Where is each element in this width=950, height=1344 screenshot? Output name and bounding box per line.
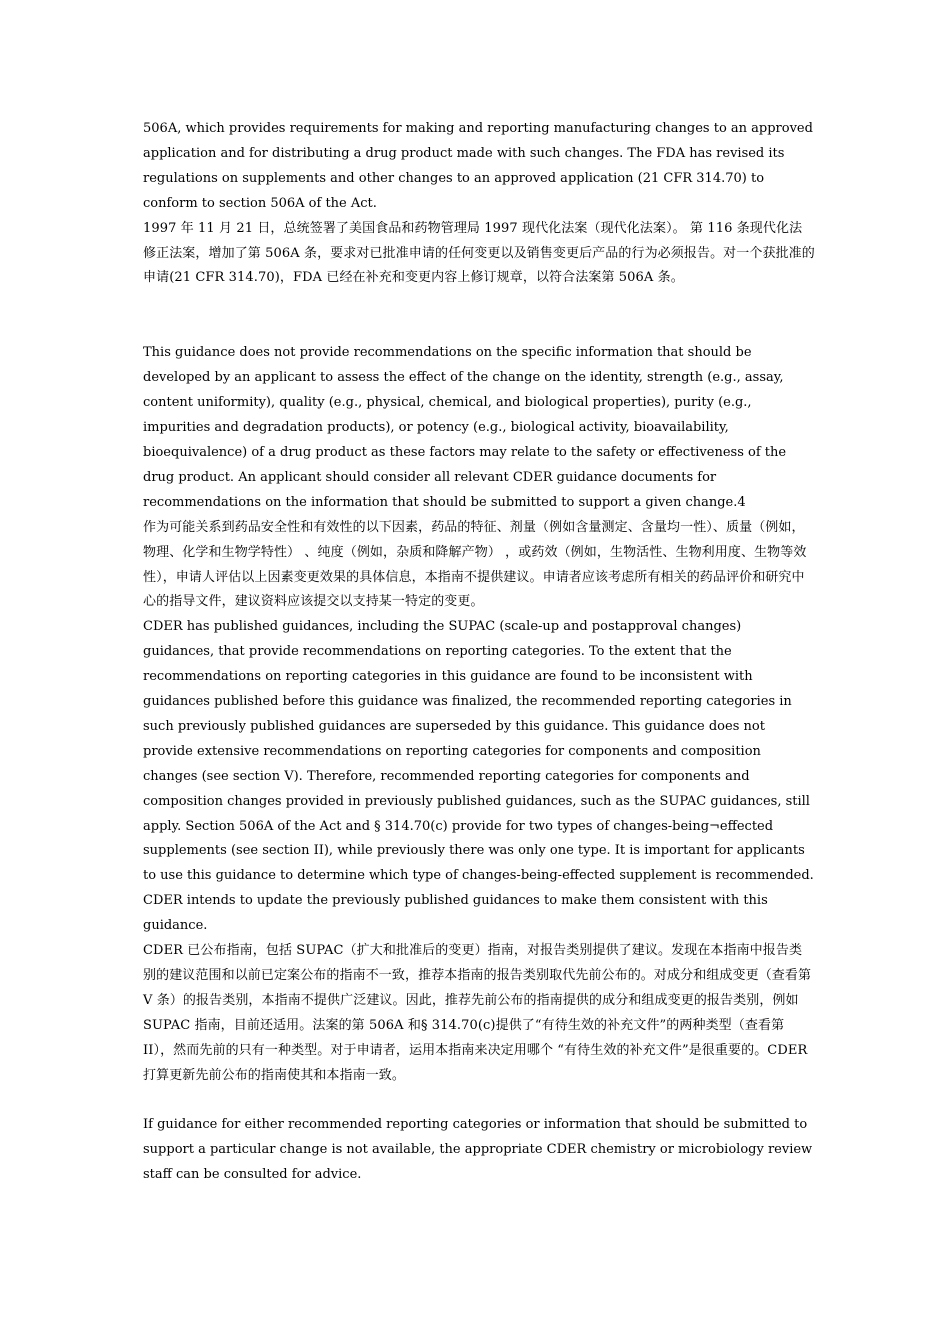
- paragraph-en-scope-limitations: This guidance does not provide recommendations on the specific information that should be developed by an applicant to assess the effect of the change on the identity, strength (e.g., assay, content uniformity), quality (e.g., physical, chemical, and biological properties), purity (e.g., impurities and degradation products), or potency (e.g., biological activity, bioavailability, bioequivalence) of a drug product as these factors may relate to the safety or effectiveness of the drug product. An applicant should consider all relevant CDER guidance documents for recommendations on the information that should be submitted to support a given change.4: [143, 345, 787, 510]
- paragraph-en-506a-intro: 506A, which provides requirements for making and reporting manufacturing changes to an approved application and for distributing a drug product made with such changes. The FDA has revised its regulations on supplements and other changes to an approved application (21 CFR 314.70) to conform to section 506A of the Act.: [143, 121, 813, 211]
- document-body: [143, 117, 815, 1188]
- paragraph-zh-supac-guidances: CDER 已公布指南，包括 SUPAC（扩大和批准后的变更）指南，对报告类别提供了建议。发现在本指南中报告类别的建议范围和以前已定案公布的指南不一致，推荐本指南的报告类别取代先前公布的。对成分和组成变更（查看第 V 条）的报告类别，本指南不提供广泛建议。因此，推荐先前公布的指南提供的成分和组成变更的报告类别，例如 SUPAC 指南，目前还适用。法案的第 506A 和§ 314.70(c)提供了“有待生效的补充文件”的两种类型（查看第 II），然而先前的只有一种类型。对于申请者，运用本指南来决定用哪个 “有待生效的补充文件”是很重要的。CDER 打算更新先前公布的指南使其和本指南一致。: [143, 943, 812, 1083]
- paragraph-en-consult-staff: If guidance for either recommended reporting categories or information that should be submitted to support a particular change is not available, the appropriate CDER chemistry or microbiology review staff can be consulted for advice.: [143, 1117, 813, 1183]
- paragraph-zh-modernization-act: 1997 年 11 月 21 日，总统签署了美国食品和药物管理局 1997 现代化法案（现代化法案）。 第 116 条现代化法修正法案，增加了第 506A 条，要求对已批准申请的任何变更以及销售变更后产品的行为必须报告。对一个获批准的申请(21 CFR 314.70)，FDA 已经在补充和变更内容上修订规章，以符合法案第 506A 条。: [143, 220, 815, 286]
- paragraph-spacer: [143, 1089, 815, 1114]
- paragraph-spacer: [143, 291, 815, 341]
- paragraph-en-supac-guidances: CDER has published guidances, including the SUPAC (scale-up and postapproval changes) guidances, that provide recommendations on reporting categories. To the extent that the recommendations on reporting categories in this guidance are found to be inconsistent with guidances published before this guidance was finalized, the recommended reporting categories in such previously published guidances are superseded by this guidance. This guidance does not provide extensive recommendations on reporting categories for components and composition changes (see section V). Therefore, recommended reporting categories for components and composition changes provided in previously published guidances, such as the SUPAC guidances, still apply. Section 506A of the Act and § 314.70(c) provide for two types of changes-being¬effected supplements (see section II), while previously there was only one type. It is important for applicants to use this guidance to determine which type of changes-being-effected supplement is recommended. CDER intends to update the previously published guidances to make them consistent with this guidance.: [143, 619, 814, 934]
- paragraph-zh-scope-limitations: 作为可能关系到药品安全性和有效性的以下因素，药品的特征、剂量（例如含量测定、含量均一性）、质量（例如，物理、化学和生物学特性） 、纯度（例如，杂质和降解产物） ，或药效（例如，生物活性、生物利用度、生物等效性），申请人评估以上因素变更效果的具体信息，本指南不提供建议。申请者应该考虑所有相关的药品评价和研究中心的指导文件，建议资料应该提交以支持某一特定的变更。: [143, 519, 807, 610]
